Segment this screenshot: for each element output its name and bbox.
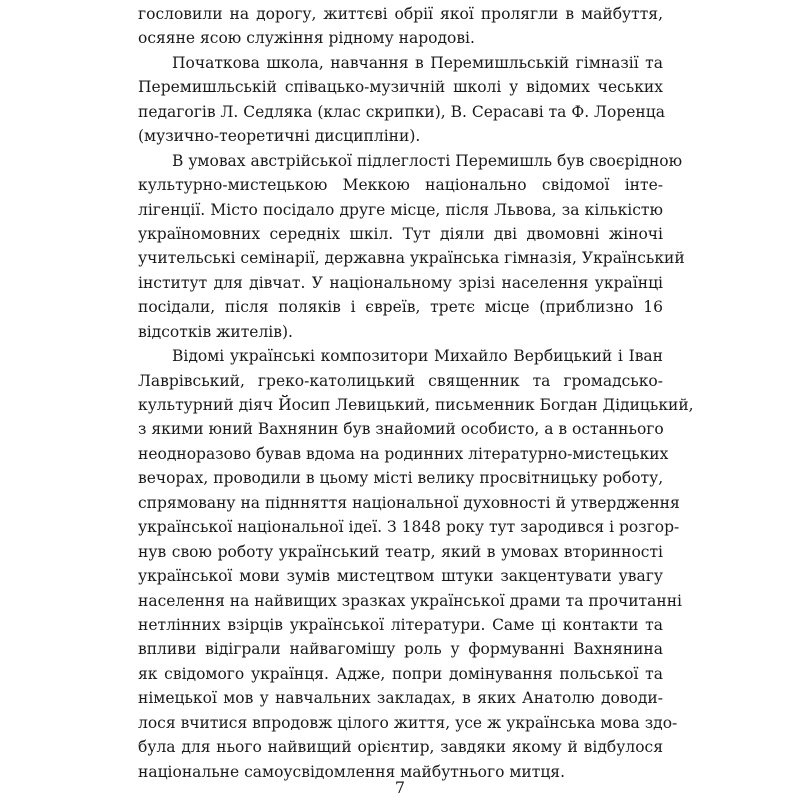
text-line: нув свою роботу український театр, який в умовах вторинності bbox=[138, 542, 663, 561]
text-line: культурний діяч Йосип Левицький, письменник Богдан Дідицький, bbox=[138, 396, 694, 414]
text-line: вечорах, проводили в цьому місті велику просвітницьку роботу, bbox=[138, 469, 664, 488]
page-number: 7 bbox=[394, 778, 406, 797]
text-line: Відомі українські композитори Михайло Вербицький і Іван bbox=[172, 347, 663, 366]
text-line: (музично-теоретичні дисципліни). bbox=[138, 127, 421, 146]
text-line: національне самоусвідомлення майбутнього митця. bbox=[138, 762, 565, 781]
text-line: як свідомого українця. Адже, попри домінування польської та bbox=[138, 664, 663, 683]
text-line: учительські семінарії, державна українська гімназія, Український bbox=[138, 249, 685, 268]
text-line: Перемишльській співацько-музичній школі у відомих чеських bbox=[138, 78, 663, 97]
text-line: лося вчитися впродовж цілого життя, усе ж українська мова здо- bbox=[138, 713, 678, 732]
text-line: української мови зумів мистецтвом штуки закцентувати увагу bbox=[138, 567, 663, 586]
text-line: була для нього найвищий орієнтир, завдяки якому й відбулося bbox=[138, 738, 663, 757]
text-line: нетлінних взірців української літератури. Саме ці контакти та bbox=[138, 615, 663, 634]
text-line: В умовах австрійської підлеглості Перемишль був своєрідною bbox=[172, 151, 683, 170]
text-line: гословили на дорогу, життєві обрії якої пролягли в майбуття, bbox=[138, 5, 663, 23]
text-line: неодноразово бував вдома на родинних літературно-мистецьких bbox=[138, 444, 669, 463]
text-line: культурно-мистецькою Меккою національно свідомої інте- bbox=[138, 176, 663, 195]
text-line: лігенції. Місто посідало друге місце, після Львова, за кількістю bbox=[138, 200, 663, 219]
text-line: інститут для дівчат. У національному зрізі населення українці bbox=[138, 273, 663, 292]
text-line: педагогів Л. Седляка (клас скрипки), В. Серасаві та Ф. Лоренца bbox=[138, 102, 665, 121]
page-body bbox=[138, 2, 694, 784]
text-line: посідали, після поляків і євреїв, третє місце (приблизно 16 bbox=[138, 298, 663, 317]
text-line: німецької мов у навчальних закладах, в яких Анатолю доводи- bbox=[138, 689, 663, 708]
text-line: населення на найвищих зразках української драми та прочитанні bbox=[138, 591, 682, 610]
text-line: відсотків жителів). bbox=[138, 322, 293, 341]
text-line: з якими юний Вахнянин був знайомий особисто, а в останнього bbox=[138, 420, 664, 439]
text-line: впливи відіграли найвагомішу роль у формуванні Вахнянина bbox=[138, 640, 663, 659]
text-line: україномовних середніх шкіл. Тут діяли дві двомовні жіночі bbox=[138, 224, 663, 243]
text-line: осяяне ясою служіння рідному народові. bbox=[138, 29, 475, 48]
text-line: спрямовану на піднняття національної духовності й утвердження bbox=[138, 493, 680, 512]
text-line: Початкова школа, навчання в Перемишльській гімназії та bbox=[172, 53, 663, 72]
text-line: української національної ідеї. З 1848 року тут зародився і розгор- bbox=[138, 518, 680, 537]
text-line: Лаврівський, греко-католицький священник та громадсько- bbox=[138, 371, 663, 390]
